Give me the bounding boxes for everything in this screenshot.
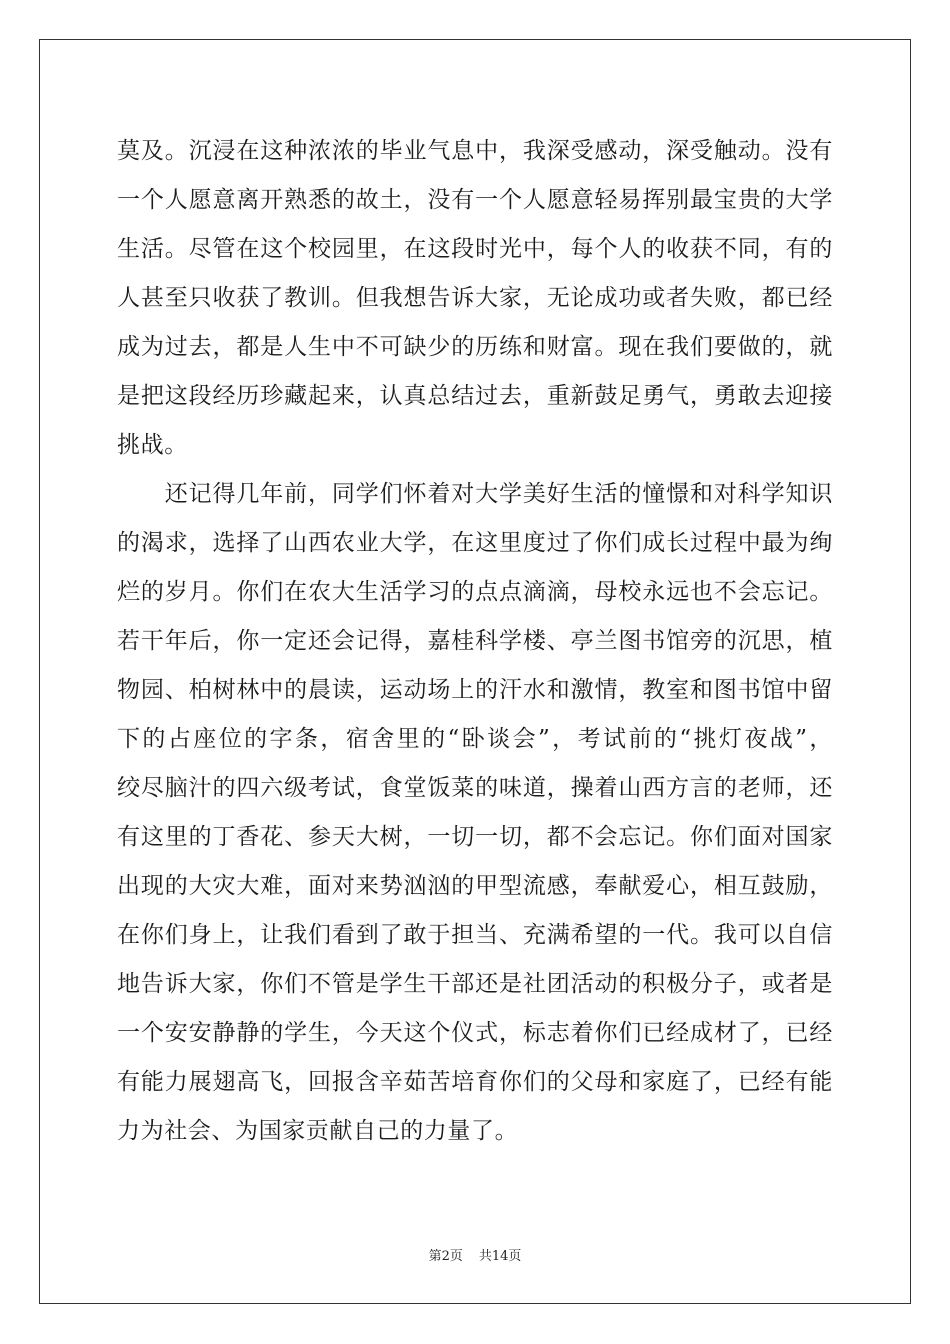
paragraph-2 [117,470,833,1156]
text-line: 的渴求，选择了山西农业大学，在这里度过了你们成长过程中最为绚 [117,530,833,556]
text-line: 力为社会、为国家贡献自己的力量了。 [117,1118,519,1144]
text-line: 挑战。 [117,432,188,458]
text-line: 在你们身上，让我们看到了敢于担当、充满希望的一代。我可以自信 [117,922,833,948]
paragraph-1 [117,127,833,470]
text-line: 物园、柏树林中的晨读，运动场上的汗水和激情，教室和图书馆中留 [117,677,833,703]
text-line: 一个安安静静的学生，今天这个仪式，标志着你们已经成材了，已经 [117,1020,833,1046]
text-line: 成为过去，都是人生中不可缺少的历练和财富。现在我们要做的，就 [117,334,833,360]
text-line: 出现的大灾大难，面对来势汹汹的甲型流感，奉献爱心，相互鼓励， [117,873,833,899]
text-line: 还记得几年前，同学们怀着对大学美好生活的憧憬和对科学知识 [117,481,833,507]
text-line: 是把这段经历珍藏起来，认真总结过去，重新鼓足勇气，勇敢去迎接 [117,383,833,409]
text-line: 地告诉大家，你们不管是学生干部还是社团活动的积极分子，或者是 [117,971,833,997]
text-line: 莫及。沉浸在这种浓浓的毕业气息中，我深受感动，深受触动。没有 [117,138,833,164]
text-line: 若干年后，你一定还会记得，嘉桂科学楼、亭兰图书馆旁的沉思，植 [117,628,833,654]
text-line: 烂的岁月。你们在农大生活学习的点点滴滴，母校永远也不会忘记。 [117,579,833,605]
document-body [117,127,833,1156]
text-line: 人甚至只收获了教训。但我想告诉大家，无论成功或者失败，都已经 [117,285,833,311]
page-number: 第2页 [428,1249,463,1264]
page-footer [0,1249,950,1265]
text-line: 下的占座位的字条，宿舍里的“卧谈会”，考试前的“挑灯夜战”， [117,726,833,752]
page-total: 共14页 [478,1249,522,1264]
text-line: 有能力展翅高飞，回报含辛茹苦培育你们的父母和家庭了，已经有能 [117,1069,833,1095]
text-line: 绞尽脑汁的四六级考试，食堂饭菜的味道，操着山西方言的老师，还 [117,775,833,801]
text-line: 生活。尽管在这个校园里，在这段时光中，每个人的收获不同，有的 [117,236,833,262]
text-line: 有这里的丁香花、参天大树，一切一切，都不会忘记。你们面对国家 [117,824,833,850]
text-line: 一个人愿意离开熟悉的故土，没有一个人愿意轻易挥别最宝贵的大学 [117,187,833,213]
